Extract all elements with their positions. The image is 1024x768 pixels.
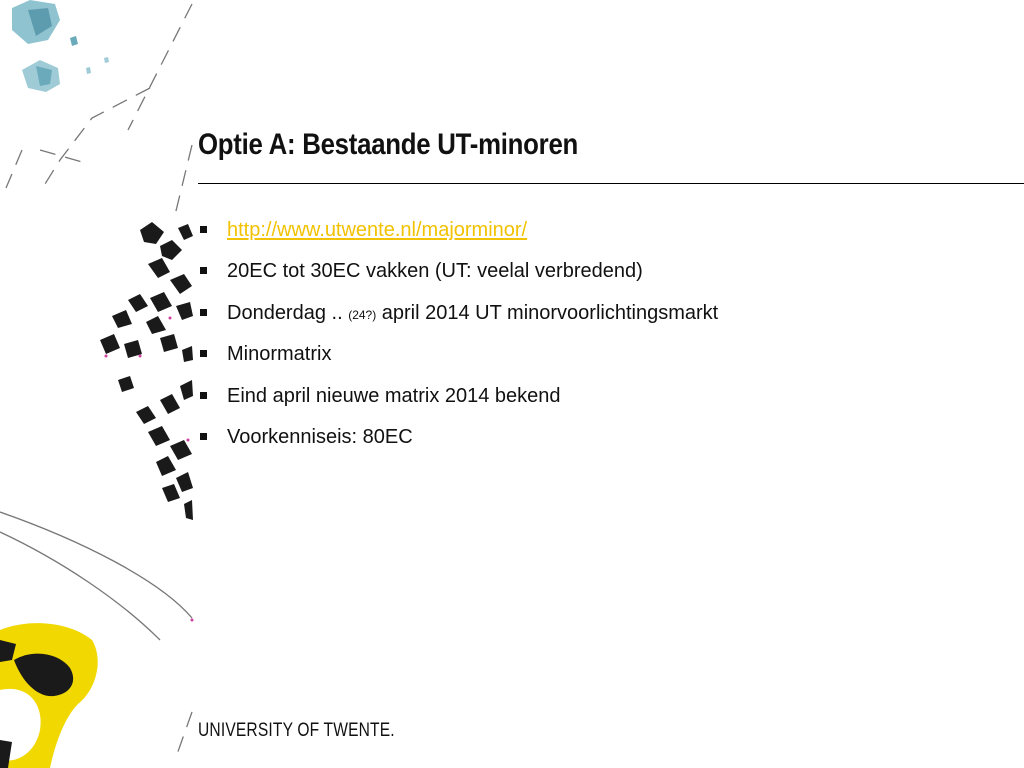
bullet-text: Eind april nieuwe matrix 2014 bekend — [227, 384, 561, 407]
bullet-text-small: (24?) — [348, 307, 377, 322]
black-pattern — [100, 222, 193, 520]
square-bullet-icon — [200, 226, 207, 233]
crystal-graphic — [12, 0, 109, 92]
slide-title: Optie A: Bestaande UT-minoren — [198, 128, 579, 161]
square-bullet-icon — [200, 350, 207, 357]
square-bullet-icon — [200, 267, 207, 274]
bullet-item-link — [198, 216, 718, 257]
square-bullet-icon — [200, 433, 207, 440]
bullet-list — [198, 216, 718, 464]
yellow-pattern — [0, 623, 98, 768]
bullet-text: Voorkenniseis: 80EC — [227, 425, 413, 448]
bullet-item — [198, 299, 718, 340]
bullet-text: Minormatrix — [227, 343, 332, 366]
curve-lines — [0, 512, 192, 640]
bullet-item — [198, 423, 718, 464]
square-bullet-icon — [200, 392, 207, 399]
university-logo: UNIVERSITY OF TWENTE. — [198, 720, 395, 741]
bullet-item — [198, 382, 718, 423]
bullet-text-prefix: Donderdag .. — [227, 301, 349, 324]
square-bullet-icon — [200, 309, 207, 316]
bullet-item — [198, 340, 718, 381]
bullet-text-suffix: april 2014 UT minorvoorlichtingsmarkt — [376, 301, 719, 324]
bullet-text: 20EC tot 30EC vakken (UT: veelal verbredend) — [227, 260, 643, 283]
majorminor-link[interactable]: http://www.utwente.nl/majorminor/ — [227, 219, 528, 241]
bullet-item — [198, 257, 718, 298]
title-divider — [198, 183, 1024, 184]
pink-specks — [105, 317, 194, 622]
